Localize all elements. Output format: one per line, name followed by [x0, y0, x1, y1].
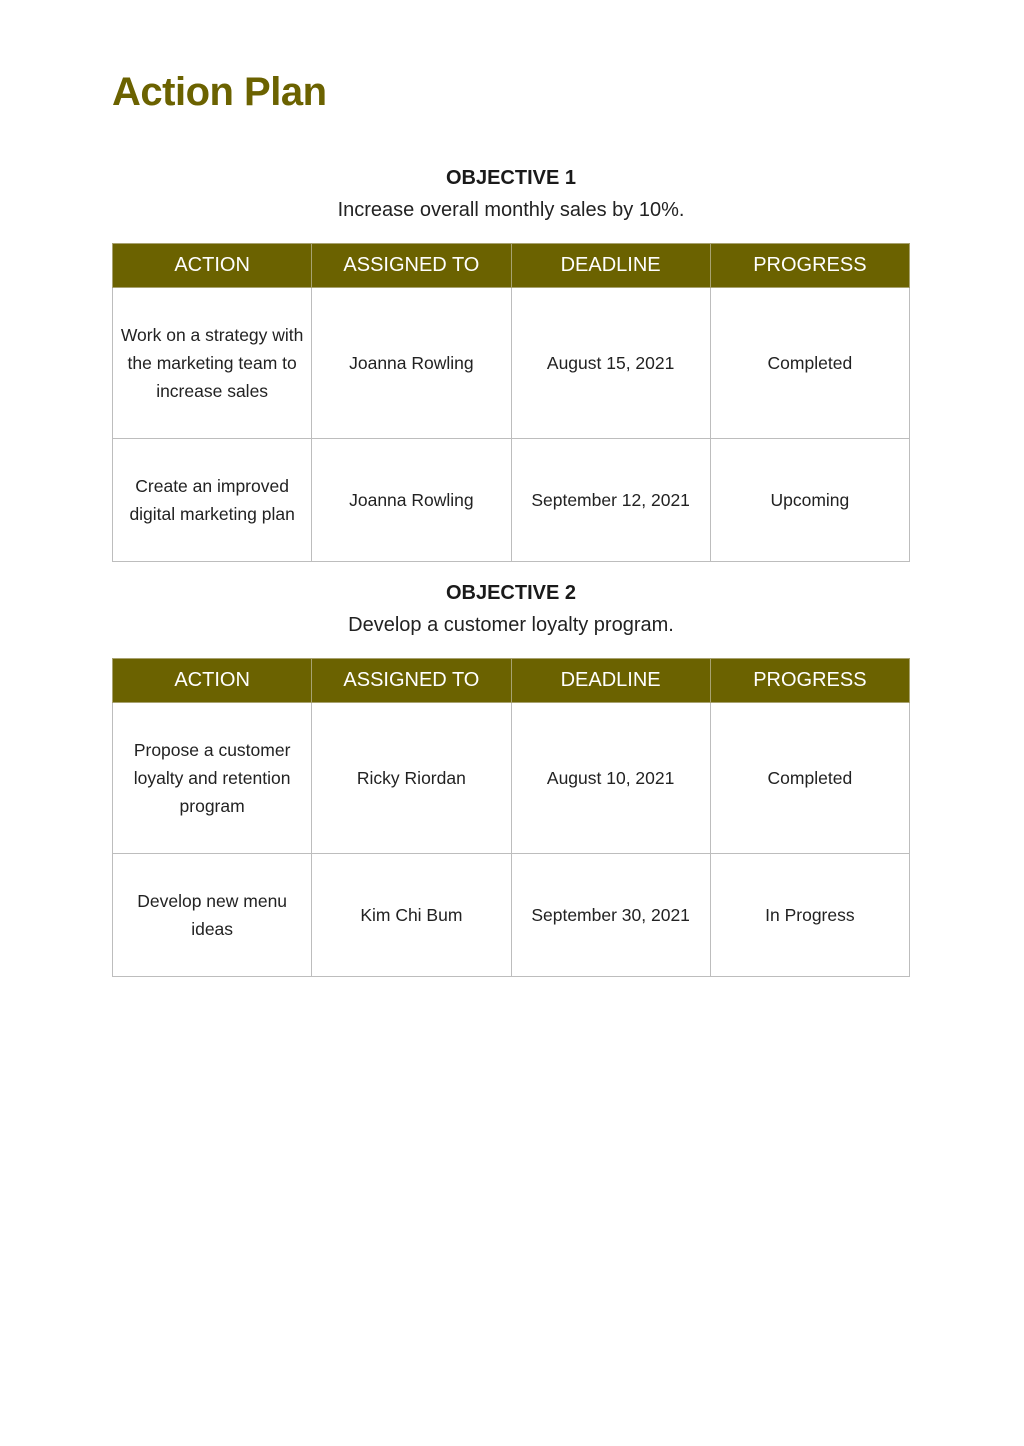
- column-header-assigned-to: ASSIGNED TO: [312, 244, 511, 288]
- objective-1-table: [112, 243, 910, 562]
- cell-assigned-to: Joanna Rowling: [312, 288, 511, 439]
- column-header-action: ACTION: [113, 659, 312, 703]
- cell-deadline: August 10, 2021: [511, 703, 710, 854]
- cell-deadline: September 12, 2021: [511, 439, 710, 562]
- column-header-progress: PROGRESS: [710, 244, 909, 288]
- table-row: [113, 439, 910, 562]
- column-header-assigned-to: ASSIGNED TO: [312, 659, 511, 703]
- column-header-action: ACTION: [113, 244, 312, 288]
- cell-progress: Upcoming: [710, 439, 909, 562]
- cell-action: Propose a customer loyalty and retention program: [113, 703, 312, 854]
- table-row: [113, 854, 910, 977]
- objective-2-description: Develop a customer loyalty program.: [348, 614, 674, 636]
- cell-assigned-to: Ricky Riordan: [312, 703, 511, 854]
- objective-2-table: [112, 658, 910, 977]
- objective-2-heading: OBJECTIVE 2: [445, 582, 577, 604]
- column-header-deadline: DEADLINE: [511, 244, 710, 288]
- cell-progress: Completed: [710, 288, 909, 439]
- cell-action: Work on a strategy with the marketing team to increase sales: [113, 288, 312, 439]
- objective-1-description: Increase overall monthly sales by 10%.: [337, 199, 685, 221]
- cell-assigned-to: Kim Chi Bum: [312, 854, 511, 977]
- objective-1-section: [112, 165, 910, 562]
- cell-assigned-to: Joanna Rowling: [312, 439, 511, 562]
- table-row: [113, 288, 910, 439]
- cell-deadline: September 30, 2021: [511, 854, 710, 977]
- objective-2-section: [112, 580, 910, 977]
- page-title: Action Plan: [112, 70, 327, 114]
- column-header-progress: PROGRESS: [710, 659, 909, 703]
- cell-action: Create an improved digital marketing plan: [113, 439, 312, 562]
- table-header-row: [113, 244, 910, 288]
- table-header-row: [113, 659, 910, 703]
- column-header-deadline: DEADLINE: [511, 659, 710, 703]
- objective-1-heading: OBJECTIVE 1: [445, 167, 577, 189]
- cell-progress: In Progress: [710, 854, 909, 977]
- table-row: [113, 703, 910, 854]
- cell-progress: Completed: [710, 703, 909, 854]
- cell-deadline: August 15, 2021: [511, 288, 710, 439]
- cell-action: Develop new menu ideas: [113, 854, 312, 977]
